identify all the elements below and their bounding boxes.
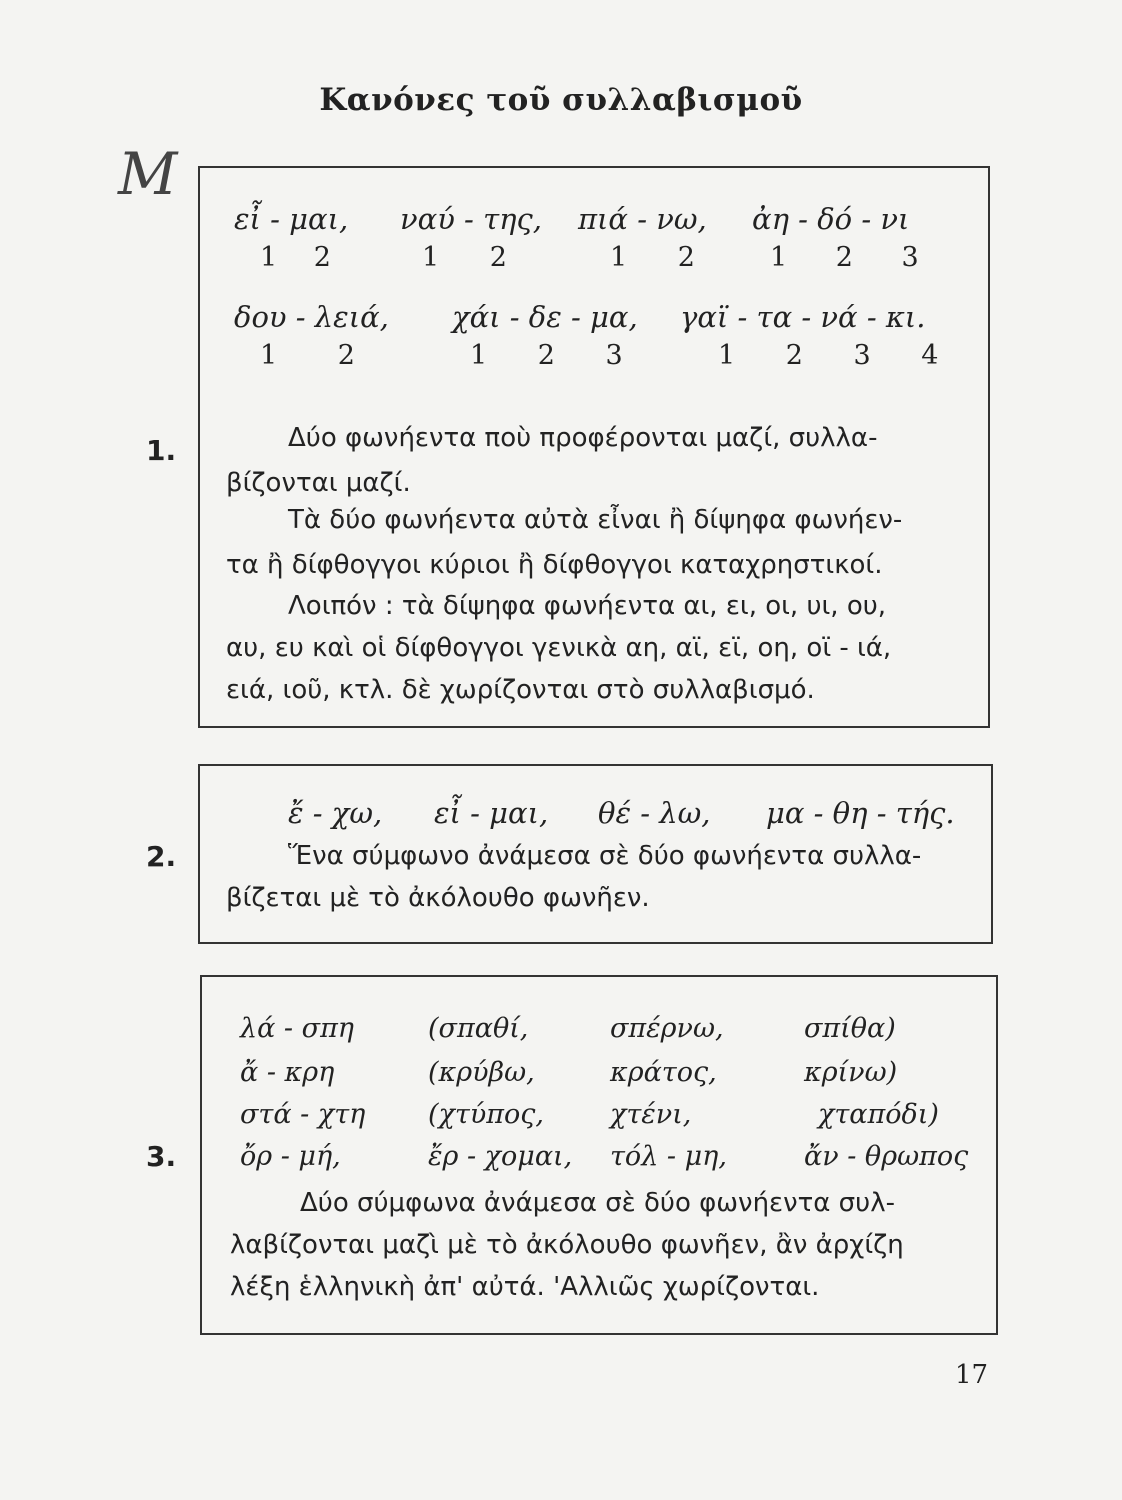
example-word: χάι - δε - μα, — [452, 300, 638, 334]
rule-text-line: λαβίζονται μαζὶ μὲ τὸ ἀκόλουθο φωνῆεν, ἂν ἀρχίζη — [230, 1230, 904, 1260]
example-word: δου - λειά, — [234, 300, 389, 334]
example-word: γαϊ - τα - νά - κι. — [680, 300, 926, 334]
rule-number: 2. — [146, 840, 177, 873]
table-cell: (σπαθί, — [428, 1013, 529, 1044]
table-cell: σπίθα) — [804, 1013, 896, 1044]
rule-2-box — [198, 764, 993, 944]
rule-text-line: βίζεται μὲ τὸ ἀκόλουθο φωνῆεν. — [226, 883, 650, 913]
handwritten-margin-mark: M — [118, 140, 178, 208]
page-number: 17 — [955, 1360, 989, 1390]
rule-text-line: βίζονται μαζί. — [226, 468, 411, 498]
example-word: μα - θη - τής. — [766, 796, 955, 830]
page-title: Κανόνες τοῦ συλλαβισμοῦ — [319, 82, 803, 118]
table-cell: στά - χτη — [240, 1099, 366, 1130]
table-cell: χτένι, — [610, 1099, 692, 1130]
example-word: θέ - λω, — [598, 796, 711, 830]
rule-text-line: τα ἢ δίφθογγοι κύριοι ἢ δίφθογγοι καταχρηστικοί. — [226, 550, 883, 580]
example-word: εἶ - μαι, — [434, 796, 549, 830]
rule-number: 3. — [146, 1140, 177, 1173]
syllable-count: 1 2 3 4 — [718, 340, 939, 371]
syllable-count: 1 2 — [260, 242, 331, 273]
table-cell: ὄρ - μή, — [240, 1141, 341, 1172]
table-cell: λά - σπη — [240, 1013, 354, 1044]
syllable-count: 1 2 — [260, 340, 355, 371]
syllable-count: 1 2 3 — [770, 242, 919, 273]
table-cell: τόλ - μη, — [610, 1141, 727, 1172]
table-cell: σπέρνω, — [610, 1013, 724, 1044]
rule-text-line: Δύο σύμφωνα ἀνάμεσα σὲ δύο φωνήεντα συλ- — [300, 1188, 895, 1218]
table-cell: κράτος, — [610, 1057, 717, 1088]
example-word: ναύ - της, — [400, 202, 542, 236]
syllable-count: 1 2 3 — [470, 340, 623, 371]
table-cell: ἄ - κρη — [240, 1057, 335, 1088]
table-cell: (χτύπος, — [428, 1099, 544, 1130]
rule-text-line: Δύο φωνήεντα ποὺ προφέρονται μαζί, συλλα- — [288, 423, 878, 453]
rule-text-line: λέξη ἑλληνικὴ ἀπ' αὐτά. 'Αλλιῶς χωρίζονται. — [230, 1272, 820, 1302]
rule-1-box — [198, 166, 990, 728]
syllable-count: 1 2 — [610, 242, 695, 273]
table-cell: χταπόδι) — [818, 1099, 939, 1130]
table-cell: (κρύβω, — [428, 1057, 535, 1088]
example-word: ἀη - δό - νι — [752, 202, 910, 236]
rule-3-box — [200, 975, 998, 1335]
example-word: πιά - νω, — [578, 202, 707, 236]
rule-text-line: Ἕνα σύμφωνο ἀνάμεσα σὲ δύο φωνήεντα συλλα- — [288, 841, 922, 871]
rule-number: 1. — [146, 434, 177, 467]
table-cell: κρίνω) — [804, 1057, 898, 1088]
rule-text-line: ειά, ιοῦ, κτλ. δὲ χωρίζονται στὸ συλλαβισμό. — [226, 675, 815, 705]
table-cell: ἄν - θρωπος — [804, 1141, 969, 1172]
example-word: ἔ - χω, — [288, 796, 383, 830]
syllable-count: 1 2 — [422, 242, 507, 273]
rule-text-line: Τὰ δύο φωνήεντα αὐτὰ εἶναι ἢ δίψηφα φωνήεν- — [288, 505, 903, 535]
rule-text-line: αυ, ευ καὶ οἱ δίφθογγοι γενικὰ αη, αϊ, εϊ, οη, οϊ - ιά, — [226, 633, 892, 663]
example-word: εἶ - μαι, — [234, 202, 349, 236]
rule-text-line: Λοιπόν : τὰ δίψηφα φωνήεντα αι, ει, οι, υι, ου, — [288, 591, 887, 621]
table-cell: ἔρ - χομαι, — [428, 1141, 573, 1172]
